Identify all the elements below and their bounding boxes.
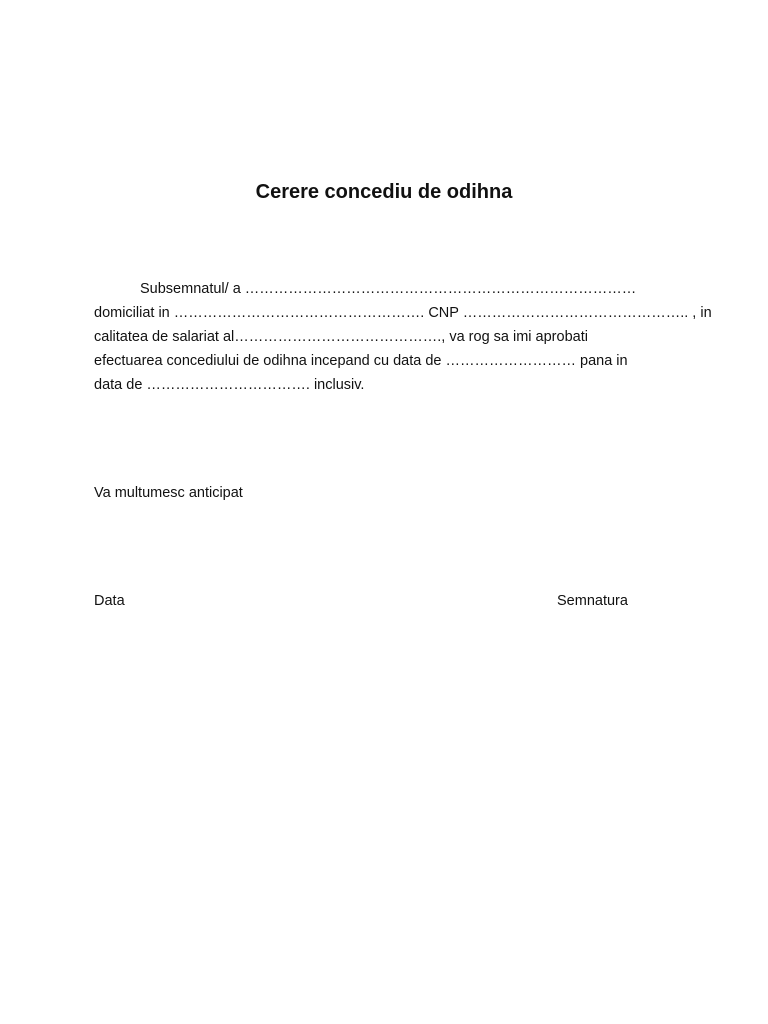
document-title: Cerere concediu de odihna [255,181,513,203]
body-line-1: Subsemnatul/ a ……………………………………………………………………… [140,281,637,297]
body-line-2: domiciliat in ……………………………………………. CNP ……………………………………….. , in [94,305,712,321]
date-label: Data [94,593,125,609]
body-line-3: calitatea de salariat al……………………………………., va rog sa imi aprobati [94,329,588,345]
signature-label: Semnatura [557,593,628,609]
closing-text: Va multumesc anticipat [94,485,243,501]
body-line-5: data de ……………………………. inclusiv. [94,377,365,393]
body-line-4: efectuarea concediului de odihna incepand cu data de ……………………… pana in [94,353,628,369]
